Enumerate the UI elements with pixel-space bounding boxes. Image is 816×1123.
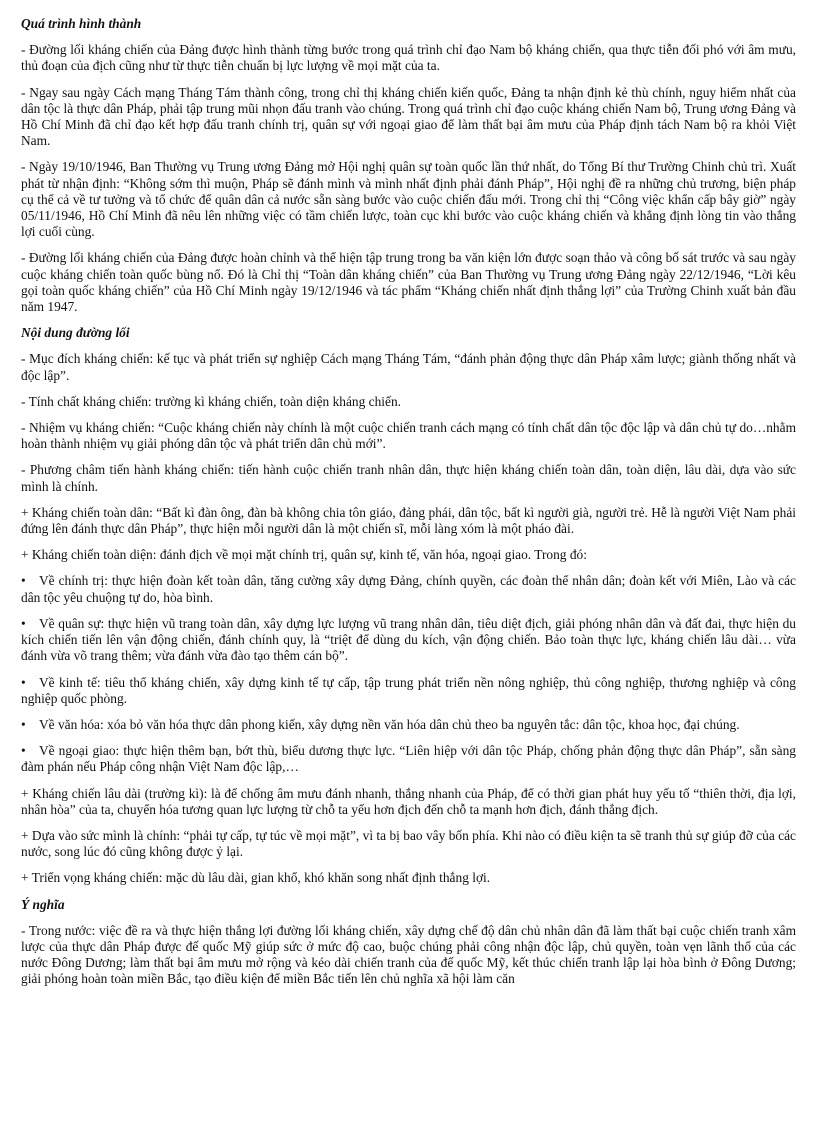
- paragraph: + Dựa vào sức mình là chính: “phải tự cấp, tự túc về mọi mặt”, vì ta bị bao vây bốn phía. Khi nào có điều kiện ta sẽ tranh thủ sự giúp đỡ của các nước, song lúc đó cũng không được ỷ lại.: [21, 827, 796, 860]
- paragraph: + Kháng chiến toàn dân: “Bất kì đàn ông, đàn bà không chia tôn giáo, đảng phái, dân tộc, bất kì người già, người trẻ. Hễ là người Việt Nam phải đứng lên đánh thực dân Pháp”, thực hiện mỗi người dân là một chiến sĩ, mỗi làng xóm là một pháo đài.: [21, 504, 796, 537]
- bullet-text: Về ngoại giao: thực hiện thêm bạn, bớt thù, biểu dương thực lực. “Liên hiệp với dân tộc Pháp, chống phản động thực dân Pháp”, sẵn sàng đàm phán nếu Pháp công nhận Việt Nam độc lập,…: [21, 743, 796, 775]
- section-heading-formation: Quá trình hình thành: [21, 16, 142, 31]
- document-page: [21, 16, 796, 1116]
- bullet-item: [21, 717, 796, 733]
- paragraph: - Mục đích kháng chiến: kế tục và phát triển sự nghiệp Cách mạng Tháng Tám, “đánh phản động thực dân Pháp xâm lược; giành thống nhất và độc lập”.: [21, 351, 796, 383]
- paragraph: - Nhiệm vụ kháng chiến: “Cuộc kháng chiến này chính là một cuộc chiến tranh cách mạng có tính chất dân tộc độc lập và dân chủ tự do…nhằm hoàn thành nhiệm vụ giải phóng dân tộc và phát triển dân chủ mới”.: [21, 420, 796, 452]
- paragraph: - Phương châm tiến hành kháng chiến: tiến hành cuộc chiến tranh nhân dân, thực hiện kháng chiến toàn dân, toàn diện, lâu dài, dựa vào sức mình là chính.: [21, 462, 796, 494]
- section-heading-significance: Ý nghĩa: [21, 896, 65, 912]
- bullet-icon: •: [21, 743, 26, 759]
- bullet-text: Về quân sự: thực hiện vũ trang toàn dân, xây dựng lực lượng vũ trang nhân dân, tiêu diệt địch, giải phóng nhân dân và đất đai, thực hiện du kích chiến tiến lên vận động chiến, đánh chính quy, là “triệt để dùng du kích, vận động chiến. Bảo toàn thực lực, kháng chiến lâu dài… vừa đánh vừa võ trang thêm; vừa đánh vừa đào tạo thêm cán bộ”.: [21, 615, 796, 664]
- bullet-text: Về chính trị: thực hiện đoàn kết toàn dân, tăng cường xây dựng Đảng, chính quyền, các đoàn thể nhân dân; đoàn kết với Miên, Lào và các dân tộc yêu chuộng tự do, hòa bình.: [21, 573, 796, 605]
- paragraph: - Ngày 19/10/1946, Ban Thường vụ Trung ương Đảng mở Hội nghị quân sự toàn quốc lần thứ nhất, do Tổng Bí thư Trường Chinh chủ trì. Xuất phát từ nhận định: “Không sớm thì muộn, Pháp sẽ đánh mình và mình nhất định phải đánh Pháp”, Hội nghị đề ra những chủ trương, biện pháp cụ thể cả về tư tưởng và tổ chức để quân dân cả nước sẵn sàng bước vào cuộc chiến đấu mới. Trong chỉ thị “Công việc khẩn cấp bây giờ” ngày 05/11/1946, Hồ Chí Minh đã nêu lên những việc có tầm chiến lược, toàn cục khi bước vào cuộc kháng chiến và khẳng định lòng tin vào thắng lợi cuối cùng.: [21, 159, 796, 240]
- bullet-item: [21, 675, 796, 707]
- bullet-item: [21, 743, 796, 775]
- bullet-item: [21, 616, 796, 665]
- paragraph: + Kháng chiến lâu dài (trường kì): là để chống âm mưu đánh nhanh, thắng nhanh của Pháp, để có thời gian phát huy yếu tố “thiên thời, địa lợi, nhân hòa” của ta, chuyển hóa tương quan lực lượng từ chỗ ta yếu hơn địch đến chỗ ta mạnh hơn địch, đánh thắng địch.: [21, 785, 796, 817]
- section-heading-content: Nội dung đường lối: [21, 325, 130, 341]
- paragraph: - Ngay sau ngày Cách mạng Tháng Tám thành công, trong chỉ thị kháng chiến kiến quốc, Đảng ta nhận định kẻ thù chính, nguy hiểm nhất của dân tộc là thực dân Pháp, phải tập trung mũi nhọn đấu tranh vào chúng. Trong quá trình chỉ đạo cuộc kháng chiến Nam bộ, Trung ương Đảng và Hồ Chí Minh đã chỉ đạo kết hợp đấu tranh chính trị, quân sự với ngoại giao để làm thất bại âm mưu của Pháp định tách Nam bộ ra khỏi Việt Nam.: [21, 84, 796, 149]
- paragraph: + Kháng chiến toàn diện: đánh địch về mọi mặt chính trị, quân sự, kinh tế, văn hóa, ngoại giao. Trong đó:: [21, 547, 587, 563]
- paragraph: + Triển vọng kháng chiến: mặc dù lâu dài, gian khổ, khó khăn song nhất định thắng lợi.: [21, 870, 491, 886]
- bullet-text: Về kinh tế: tiêu thổ kháng chiến, xây dựng kinh tế tự cấp, tập trung phát triển nền nông nghiệp, thủ công nghiệp, thương nghiệp và công nghiệp quốc phòng.: [21, 674, 796, 706]
- bullet-icon: •: [21, 716, 26, 732]
- bullet-icon: •: [21, 615, 26, 631]
- bullet-text: Về văn hóa: xóa bỏ văn hóa thực dân phong kiến, xây dựng nền văn hóa dân chủ theo ba nguyên tắc: dân tộc, khoa học, đại chúng.: [39, 716, 740, 732]
- paragraph: - Đường lối kháng chiến của Đảng được hình thành từng bước trong quá trình chỉ đạo Nam bộ kháng chiến, qua thực tiễn đối phó với âm mưu, thủ đoạn của địch cũng như từ thực tiễn chuẩn bị lực lượng về mọi mặt của ta.: [21, 42, 796, 74]
- paragraph: - Trong nước: việc đề ra và thực hiện thắng lợi đường lối kháng chiến, xây dựng chế độ dân chủ nhân dân đã làm thất bại cuộc chiến tranh xâm lược của thực dân Pháp được đế quốc Mỹ giúp sức ở mức độ cao, buộc chúng phải công nhận độc lập, chủ quyền, toàn vẹn lãnh thổ của các nước Đông Dương; làm thất bại âm mưu mở rộng và kéo dài chiến tranh của đế quốc Mỹ, kết thúc chiến tranh lập lại hòa bình ở Đông Dương; giải phóng hoàn toàn miền Bắc, tạo điều kiện để miền Bắc tiến lên chủ nghĩa xã hội làm căn: [21, 922, 796, 987]
- paragraph: - Đường lối kháng chiến của Đảng được hoàn chỉnh và thể hiện tập trung trong ba văn kiện lớn được soạn thảo và công bố sát trước và sau ngày cuộc kháng chiến toàn quốc bùng nổ. Đó là Chỉ thị “Toàn dân kháng chiến” của Ban Thường vụ Trung ương Đảng ngày 22/12/1946, “Lời kêu gọi toàn quốc kháng chiến” của Hồ Chí Minh ngày 19/12/1946 và tác phẩm “Kháng chiến nhất định thắng lợi” của Trường Chinh xuất bản đầu năm 1947.: [21, 250, 796, 315]
- bullet-icon: •: [21, 674, 26, 690]
- paragraph: - Tính chất kháng chiến: trường kì kháng chiến, toàn diện kháng chiến.: [21, 393, 401, 409]
- bullet-item: [21, 573, 796, 605]
- bullet-icon: •: [21, 573, 26, 589]
